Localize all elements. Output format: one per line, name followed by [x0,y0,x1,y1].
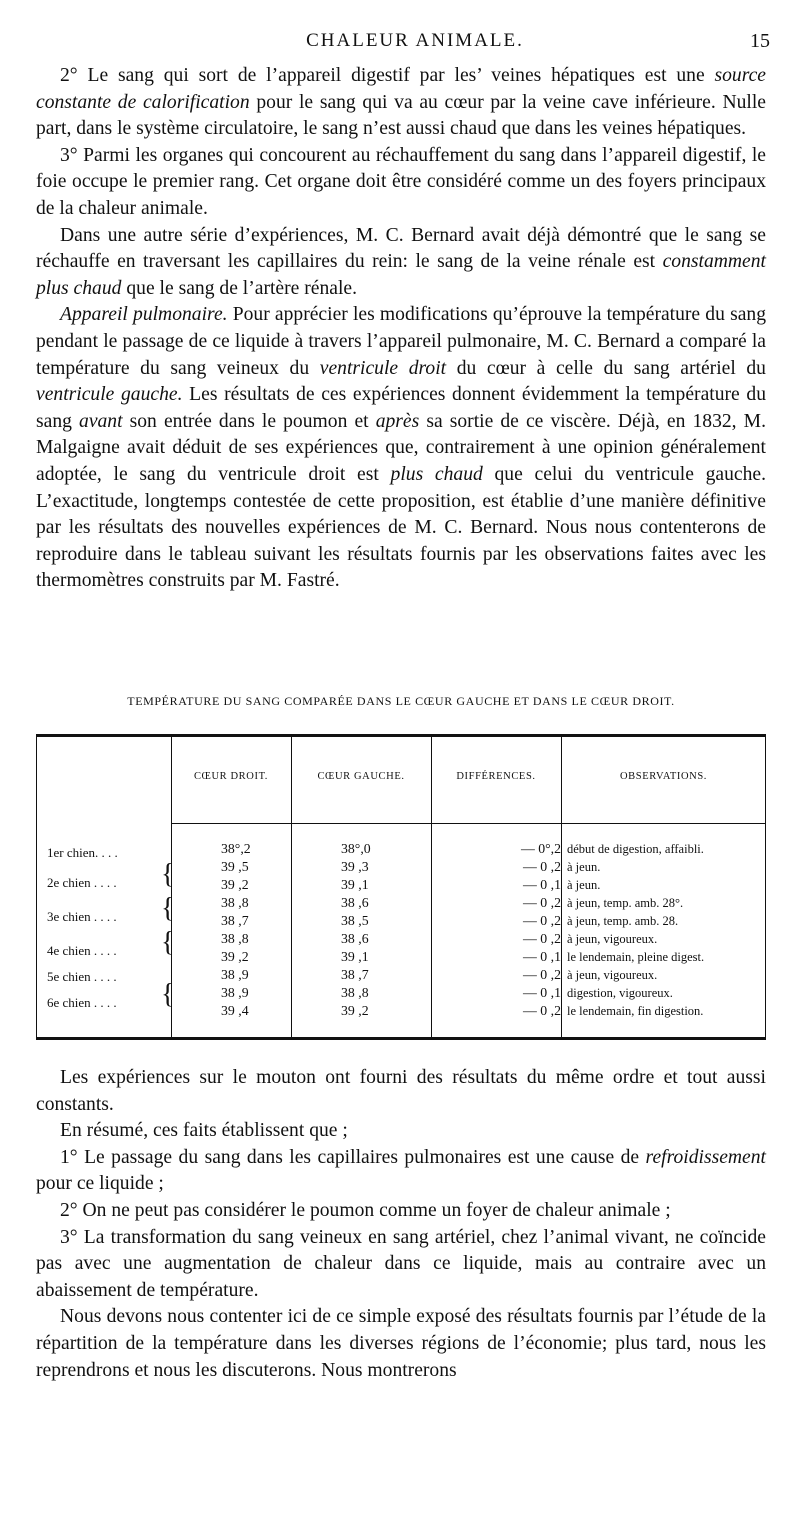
paragraph-conclusion-2: 2° On ne peut pas considérer le poumon comme un foyer de chaleur animale ; [60,1199,671,1221]
paragraph-kidney: Dans une autre série d’expériences, M. C. Bernard avait déjà démontré que le sang se réchauffe en traversant les capillaires du rein: le sang de la veine rénale est constamment plus chaud que le sang de l’artère rénale. [36,224,766,299]
col-header-observations: OBSERVATIONS. [620,771,707,782]
col-header-left-heart: CŒUR GAUCHE. [317,771,405,782]
temperature-table [36,734,766,1040]
cell-difference: — 0 ,2 [523,931,561,946]
cell-left: 39 ,3 [341,859,369,874]
cell-right: 38 ,8 [221,931,249,946]
cell-observation: le lendemain, fin digestion. [567,1004,704,1018]
cell-observation: début de digestion, affaibli. [567,842,704,856]
cell-observation: le lendemain, pleine digest. [567,950,705,964]
table-caption: TEMPÉRATURE DU SANG COMPARÉE DANS LE CŒUR GAUCHE ET DANS LE CŒUR DROIT. [127,694,675,708]
table-divider [291,737,292,1037]
cell-left: 38 ,6 [341,895,369,910]
cell-difference: — 0 ,2 [523,859,561,874]
cell-right: 39 ,2 [221,877,249,892]
brace-glyph: { [161,979,175,1010]
cell-observation: à jeun, temp. amb. 28°. [567,896,684,910]
brace-glyph: { [161,893,175,924]
cell-difference: — 0 ,2 [523,895,561,910]
cell-right: 39 ,5 [221,859,249,874]
row-label-dog-6: 6e chien . . . . [47,995,117,1010]
cell-observation: à jeun. [567,860,601,874]
cell-left: 38 ,8 [341,985,369,1000]
running-title: CHALEUR ANIMALE. [306,30,524,51]
col-header-right-heart: CŒUR DROIT. [193,771,269,782]
cell-left: 39 ,2 [341,1003,369,1018]
cell-observation: digestion, vigoureux. [567,986,673,1000]
cell-difference: — 0 ,1 [523,985,561,1000]
paragraph-conclusion-1: 1° Le passage du sang dans les capillaires pulmonaires est une cause de refroidissement pour ce liquide ; [36,1146,766,1195]
cell-left: 38°,0 [341,841,371,856]
cell-observation: à jeun. [567,878,601,892]
paragraph-closing: Nous devons nous contenter ici de ce simple exposé des résultats fournis par l’étude de la répartition de la température dans les diverses régions de l’économie; plus tard, nous les reprendrons et nous les discuterons. Nous montrerons [36,1306,766,1381]
cell-right: 38 ,7 [221,913,249,928]
row-label-dog-5: 5e chien . . . . [47,969,117,984]
col-header-differences: DIFFÉRENCES. [456,771,536,782]
row-label-dog-3: 3e chien . . . . [47,909,117,924]
cell-difference: — 0 ,2 [523,1003,561,1018]
paragraph-liver: 3° Parmi les organes qui concourent au réchauffement du sang dans l’appareil digestif, le foie occupe le premier rang. Cet organe doit être considéré comme un des foyers principaux de la chaleur animale. [36,144,766,219]
paragraph-hepatic-veins: 2° Le sang qui sort de l’appareil digestif par les’ veines hépatiques est une source constante de calorification pour le sang qui va au cœur par la veine cave inférieure. Nulle part, dans le système circulatoire, le sang n’est aussi chaud que dans les veines hépatiques. [36,65,766,140]
brace-glyph: { [161,859,175,890]
cell-left: 38 ,6 [341,931,369,946]
paragraph-sheep: Les expériences sur le mouton ont fourni des résultats du même ordre et tout aussi constants. [36,1067,766,1115]
cell-right: 38°,2 [221,841,251,856]
cell-left: 39 ,1 [341,877,369,892]
cell-observation: à jeun, vigoureux. [567,932,658,946]
table-header-rule [171,823,765,824]
text-block-lower [36,1065,766,1384]
cell-left: 38 ,7 [341,967,369,982]
table-divider [561,737,562,1037]
row-label-dog-4: 4e chien . . . . [47,943,117,958]
cell-right: 38 ,9 [221,985,249,1000]
cell-right: 39 ,2 [221,949,249,964]
cell-right: 39 ,4 [221,1003,249,1018]
page-number: 15 [750,30,770,52]
paragraph-summary: En résumé, ces faits établissent que ; [60,1120,348,1142]
cell-observation: à jeun, temp. amb. 28. [567,914,679,928]
table-divider [431,737,432,1037]
brace-glyph: { [161,927,175,958]
cell-difference: — 0 ,2 [523,967,561,982]
cell-difference: — 0 ,1 [523,949,561,964]
cell-difference: — 0 ,2 [523,913,561,928]
paragraph-conclusion-3: 3° La transformation du sang veineux en sang artériel, chez l’animal vivant, ne coïncide pas avec une augmentation de chaleur dans ce liquide, mais au contraire avec un abaissement de température. [36,1226,766,1301]
text-block-upper [36,63,766,595]
running-header [60,30,770,58]
row-label-dog-2: 2e chien . . . . [47,875,117,890]
paragraph-pulmonary: Appareil pulmonaire. Pour apprécier les modifications qu’éprouve la température du sang pendant le passage de ce liquide à travers l’appareil pulmonaire, M. C. Bernard a comparé la température du sang veineux du ventricule droit du cœur à celle du sang artériel du ventricule gauche. Les résultats de ces expériences donnent évidemment la température du sang avant son entrée dans le poumon et après sa sortie de ce viscère. Déjà, en 1832, M. Malgaigne avait déduit de ses expériences que, contrairement à une opinion généralement adoptée, le sang du ventricule droit est plus chaud que celui du ventricule gauche. L’exactitude, longtemps contestée de cette proposition, est établie d’une manière définitive par les résultats des nouvelles expériences de M. C. Bernard. Nous nous contenterons de reproduire dans le tableau suivant les résultats fournis par les observations faites avec les thermomètres construits par M. Fastré. [36,304,767,592]
cell-difference: — 0 ,1 [523,877,561,892]
cell-left: 38 ,5 [341,913,369,928]
cell-right: 38 ,8 [221,895,249,910]
cell-difference: — 0°,2 [520,841,561,856]
cell-observation: à jeun, vigoureux. [567,968,658,982]
row-label-dog-1: 1er chien. . . . [47,845,118,860]
cell-right: 38 ,9 [221,967,249,982]
cell-left: 39 ,1 [341,949,369,964]
